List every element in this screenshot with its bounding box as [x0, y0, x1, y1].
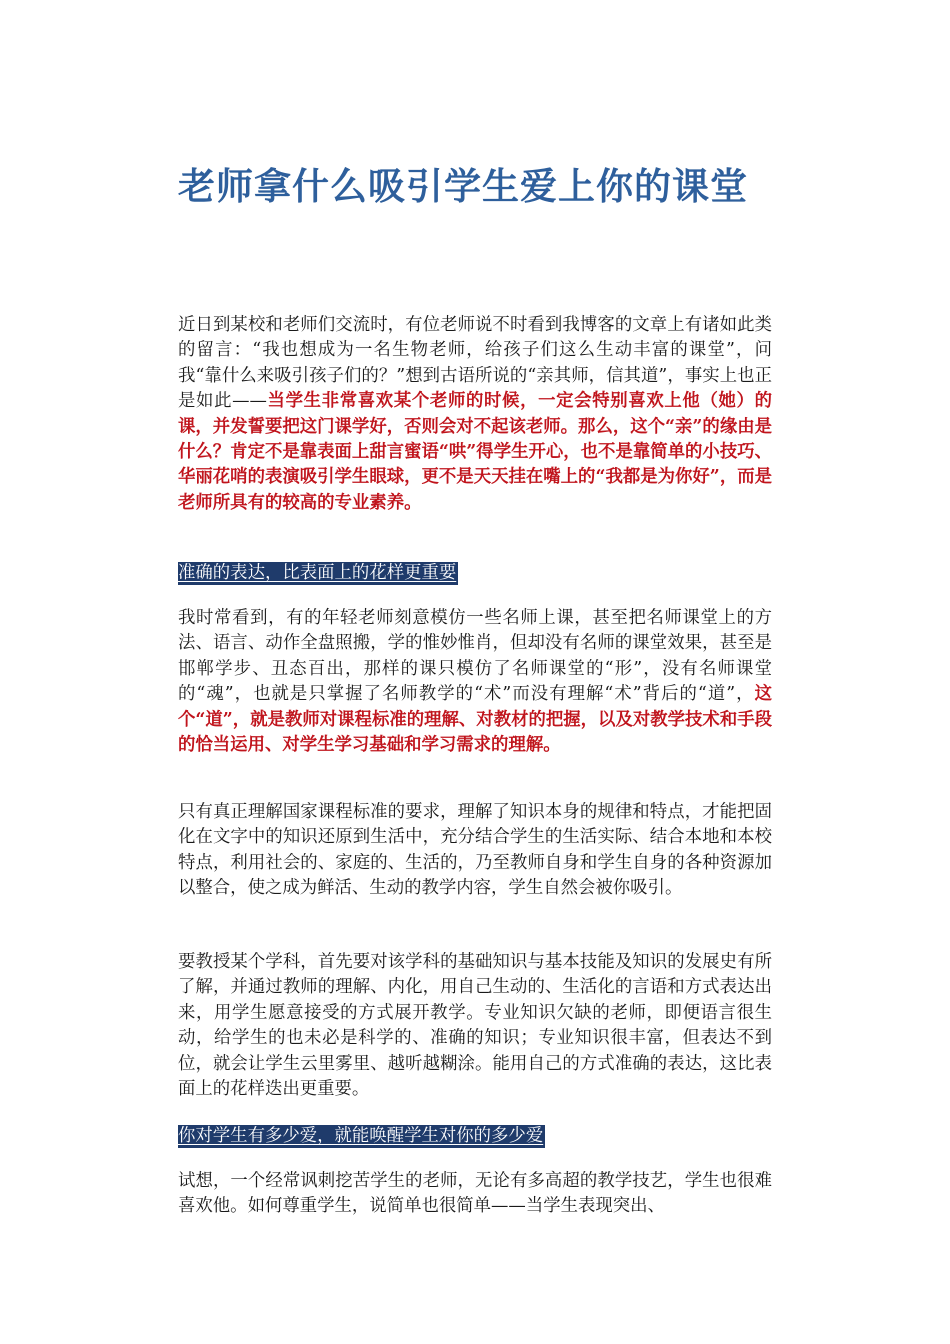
paragraph-respect: 试想，一个经常讽刺挖苦学生的老师，无论有多高超的教学技艺，学生也很难喜欢他。如何尊重学生，说简单也很简单——当学生表现突出、: [178, 1171, 772, 1217]
paragraph-curriculum: 只有真正理解国家课程标准的要求，理解了知识本身的规律和特点，才能把固化在文字中的知识还原到生活中，充分结合学生的生活实际、结合本地和本校特点，利用社会的、家庭的、生活的，乃至教师自身和学生自身的各种资源加以整合，使之成为鲜活、生动的教学内容，学生自然会被你吸引。: [178, 802, 772, 899]
paragraph-intro-text: 近日到某校和老师们交流时，有位老师说不时看到我博客的文章上有诸如此类的留言：“我也想成为一名生物老师，给孩子们这么生动丰富的课堂”，问我“靠什么来吸引孩子们的？”想到古语所说的“亲其师，信其道”，事实上也正是如此——: [178, 315, 772, 412]
paragraph-subject-knowledge: 要教授某个学科，首先要对该学科的基础知识与基本技能及知识的发展史有所了解，并通过教师的理解、内化，用自己生动的、生活化的言语和方式表达出来，用学生愿意接受的方式展开教学。专业知识欠缺的老师，即便语言很生动，给学生的也未必是科学的、准确的知识；专业知识很丰富，但表达不到位，就会让学生云里雾里、越听越糊涂。能用自己的方式准确的表达，这比表面上的花样迭出更重要。: [178, 952, 772, 1100]
paragraph-imitation-highlight: 这个“道”，就是教师对课程标准的理解、对教材的把握，以及对教学技术和手段的恰当运用、对学生学习基础和学习需求的理解。: [178, 684, 772, 756]
section-heading-accurate-expression: 准确的表达，比表面上的花样更重要: [178, 563, 457, 583]
document-title: 老师拿什么吸引学生爱上你的课堂: [178, 165, 748, 208]
paragraph-intro-highlight: 当学生非常喜欢某个老师的时候，一定会特别喜欢上他（她）的课，并发誓要把这门课学好，否则会对不起该老师。那么，这个“亲”的缘由是什么？肯定不是靠表面上甜言蜜语“哄”得学生开心，也不是靠简单的小技巧、华丽花哨的表演吸引学生眼球，更不是天天挂在嘴上的“我都是为你好”，而是老师所具有的较高的专业素养。: [178, 391, 772, 513]
paragraph-imitation: [178, 606, 772, 758]
paragraph-intro: [178, 313, 772, 516]
paragraph-imitation-text: 我时常看到，有的年轻老师刻意模仿一些名师上课，甚至把名师课堂上的方法、语言、动作全盘照搬，学的惟妙惟肖，但却没有名师的课堂效果，甚至是邯郸学步、丑态百出，那样的课只模仿了名师课堂的“形”，没有名师课堂的“魂”，也就是只掌握了名师教学的“术”而没有理解“术”背后的“道”，: [178, 608, 772, 705]
section-heading-love-students: 你对学生有多少爱，就能唤醒学生对你的多少爱: [178, 1126, 544, 1146]
